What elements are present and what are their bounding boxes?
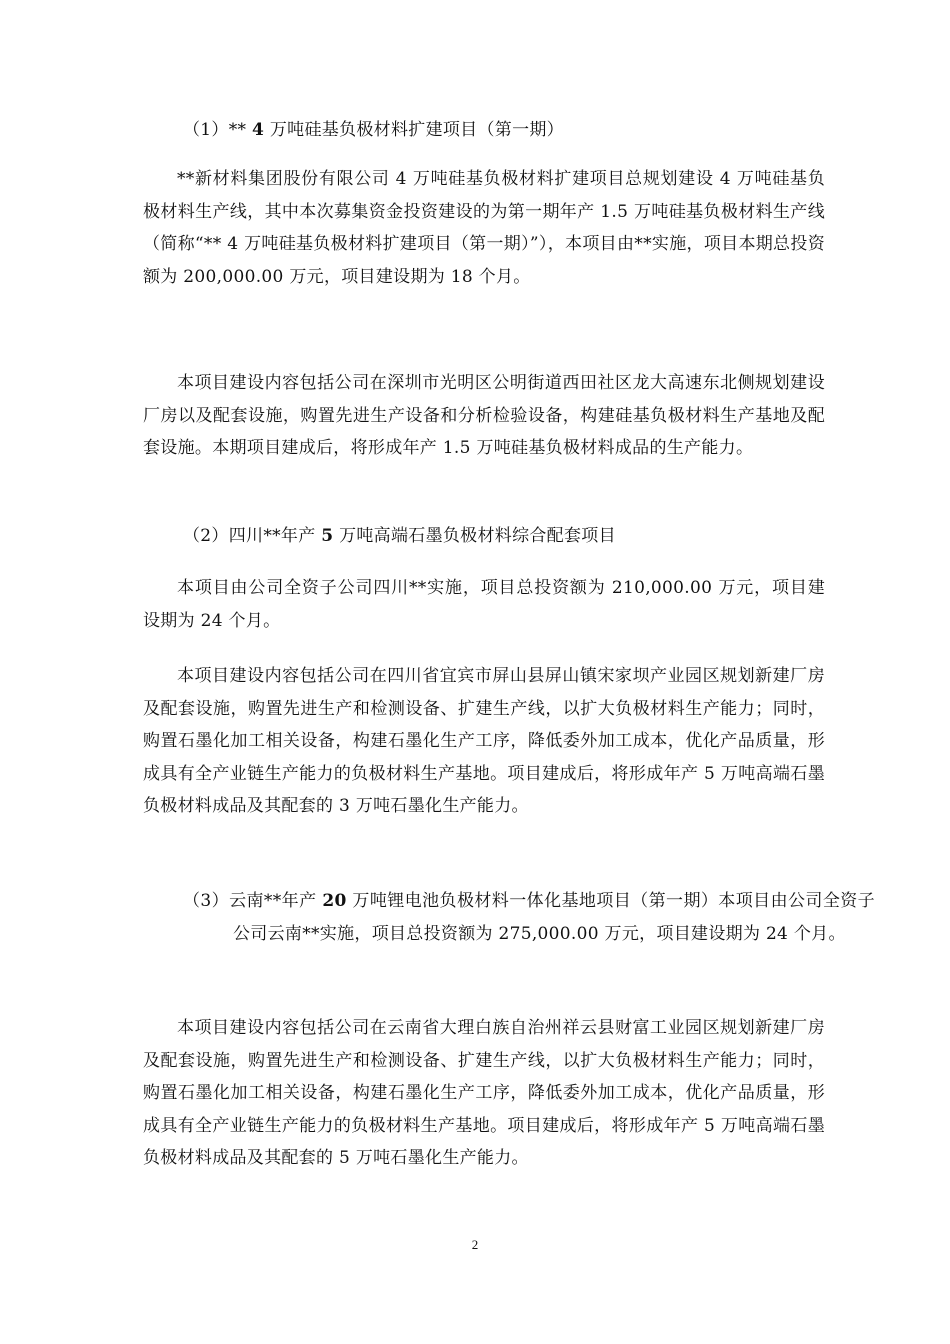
section-2-heading-suffix: 万吨高端石墨负极材料综合配套项目 bbox=[333, 526, 616, 546]
section-1-heading-number: 4 bbox=[252, 120, 265, 140]
section-3-heading-suffix: 万吨锂电池负极材料一体化基地项目（第一期）本项目由公司全资子公司云南**实施，项目总投资额为 275,000.00 万元，项目建设期为 24 个月。 bbox=[233, 891, 875, 944]
section-3-heading-number: 20 bbox=[322, 891, 347, 911]
section-1-heading bbox=[183, 114, 833, 147]
section-3-heading-prefix: （3）云南**年产 bbox=[183, 891, 323, 911]
section-2-heading-number: 5 bbox=[321, 526, 334, 546]
section-1-heading-prefix: （1）** bbox=[183, 120, 253, 140]
section-3-paragraph-1: 本项目建设内容包括公司在云南省大理白族自治州祥云县财富工业园区规划新建厂房及配套设施，购置先进生产和检测设备、扩建生产线，以扩大负极材料生产能力；同时，购置石墨化加工相关设备，构建石墨化生产工序，降低委外加工成本，优化产品质量，形成具有全产业链生产能力的负极材料生产基地。项目建成后，将形成年产 5 万吨高端石墨负极材料成品及其配套的 5 万吨石墨化生产能力。 bbox=[143, 1018, 825, 1168]
section-1-paragraph-2: 本项目建设内容包括公司在深圳市光明区公明街道西田社区龙大高速东北侧规划建设厂房以及配套设施，购置先进生产设备和分析检验设备，构建硅基负极材料生产基地及配套设施。本期项目建成后，将形成年产 1.5 万吨硅基负极材料成品的生产能力。 bbox=[143, 373, 825, 458]
page-number: 2 bbox=[471, 1237, 479, 1252]
section-2-heading bbox=[183, 520, 833, 553]
section-1-paragraph-1: **新材料集团股份有限公司 4 万吨硅基负极材料扩建项目总规划建设 4 万吨硅基负极材料生产线，其中本次募集资金投资建设的为第一期年产 1.5 万吨硅基负极材料生产线（简称“** 4 万吨硅基负极材料扩建项目（第一期）”），本项目由**实施，项目本期总投资额为 200,000.00 万元，项目建设期为 18 个月。 bbox=[143, 169, 825, 287]
section-2-paragraph-2: 本项目建设内容包括公司在四川省宜宾市屏山县屏山镇宋家坝产业园区规划新建厂房及配套设施，购置先进生产和检测设备、扩建生产线，以扩大负极材料生产能力；同时，购置石墨化加工相关设备，构建石墨化生产工序，降低委外加工成本，优化产品质量，形成具有全产业链生产能力的负极材料生产基地。项目建成后，将形成年产 5 万吨高端石墨负极材料成品及其配套的 3 万吨石墨化生产能力。 bbox=[143, 666, 825, 816]
section-1-heading-suffix: 万吨硅基负极材料扩建项目（第一期） bbox=[264, 120, 564, 140]
section-3-heading bbox=[183, 885, 875, 950]
section-2-heading-prefix: （2）四川**年产 bbox=[183, 526, 322, 546]
section-2-paragraph-1: 本项目由公司全资子公司四川**实施，项目总投资额为 210,000.00 万元，项目建设期为 24 个月。 bbox=[143, 578, 825, 631]
